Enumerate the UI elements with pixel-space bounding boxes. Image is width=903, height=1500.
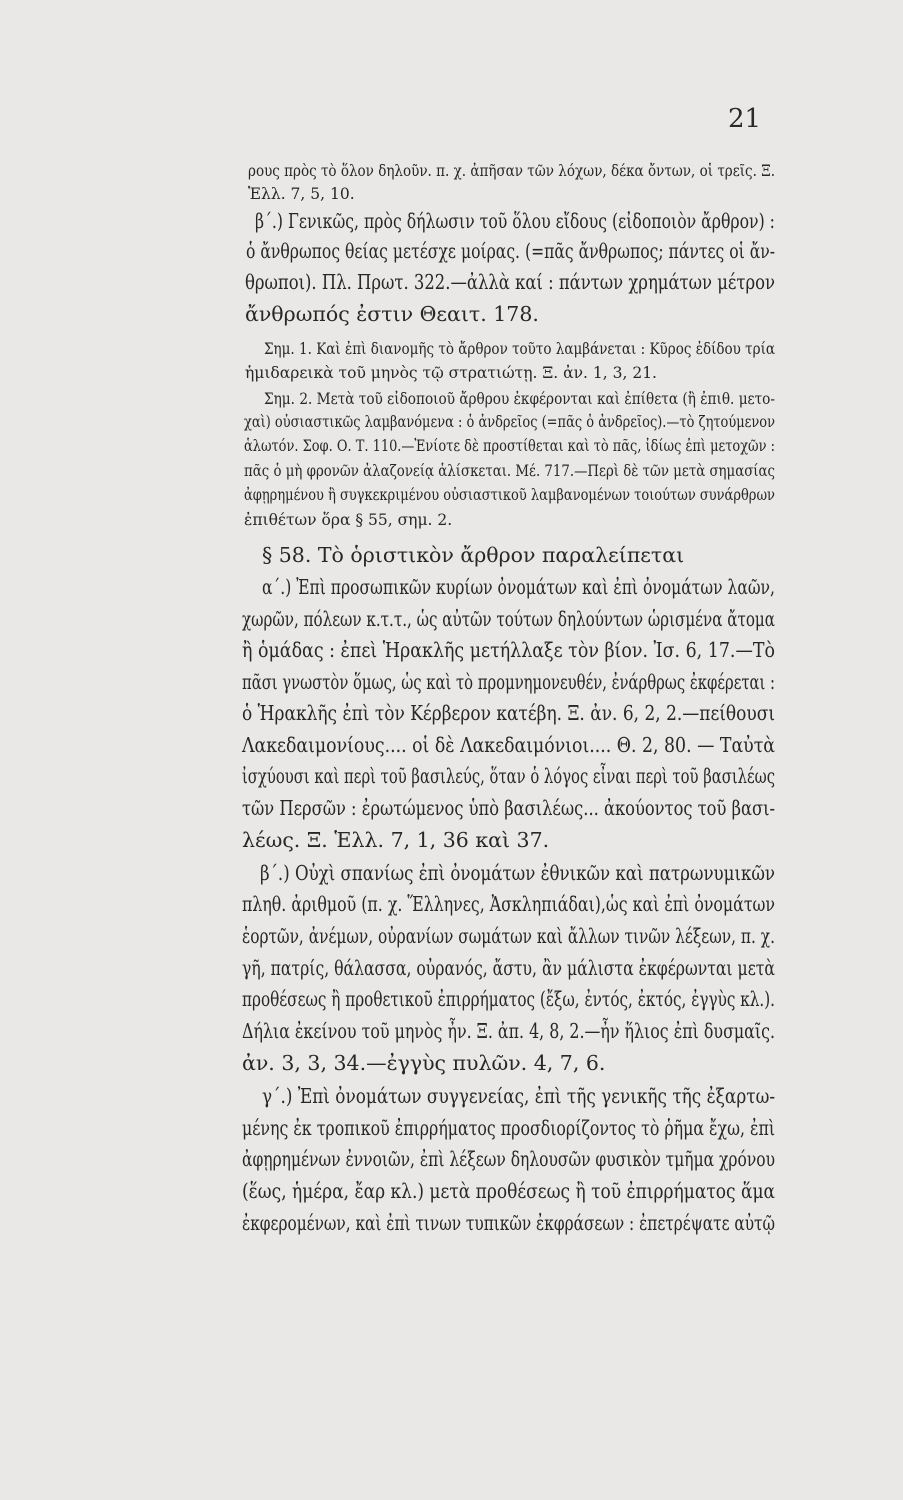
text-line: ἀφῃρημένων ἐννοιῶν, ἐπὶ λέξεων δηλουσῶν φυσικὸν τμῆμα χρόνου xyxy=(242,1147,775,1171)
text-line: πληθ. ἀριθμοῦ (π. χ. Ἕλληνες, Ἀσκληπιάδαι),ὡς καὶ ἐπὶ ὀνομάτων xyxy=(242,892,776,916)
text-line: θρωποι). Πλ. Πρωτ. 322.—ἀλλὰ καί : πάντων χρημάτων μέτρον xyxy=(245,270,775,294)
text-line: β΄.) Γενικῶς, πρὸς δήλωσιν τοῦ ὅλου εἴδους (εἰδοποιὸν ἄρθρον) : xyxy=(255,209,775,233)
text-line: γῆ, πατρίς, θάλασσα, οὐρανός, ἄστυ, ἂν μάλιστα ἐκφέρωνται μετὰ xyxy=(242,956,775,980)
text-line: ἐκφερομένων, καὶ ἐπὶ τινων τυπικῶν ἐκφράσεων : ἐπετρέψατε αὐτῷ xyxy=(242,1211,776,1235)
text-line: β΄.) Οὐχὶ σπανίως ἐπὶ ὀνομάτων ἐθνικῶν καὶ πατρωνυμικῶν xyxy=(260,861,775,885)
text-line: ἡμιδαρεικὰ τοῦ μηνὸς τῷ στρατιώτῃ. Ξ. ἀν. 1, 3, 21. xyxy=(245,364,657,382)
text-line: χαὶ) οὐσιαστικῶς λαμβανόμενα : ὁ ἀνδρεῖος (=πᾶς ὁ ἀνδρεῖος).—τὸ ζητούμενον xyxy=(244,413,776,431)
section-heading: § 58. Τὸ ὁριστικὸν ἄρθρον παραλείπεται xyxy=(262,543,685,567)
text-line: Λακεδαιμονίους.... οἱ δὲ Λακεδαιμόνιοι.... Θ. 2, 80. — Ταὐτὰ xyxy=(242,733,775,757)
text-line: (ἕως, ἡμέρα, ἔαρ κλ.) μετὰ προθέσεως ἢ τοῦ ἐπιρρήματος ἅμα xyxy=(242,1179,776,1203)
text-line: τῶν Περσῶν : ἐρωτώμενος ὑπὸ βασιλέως... ἀκούοντος τοῦ βασι- xyxy=(242,796,775,820)
text-line: λέως. Ξ. Ἑλλ. 7, 1, 36 καὶ 37. xyxy=(242,828,550,852)
text-line: πᾶς ὁ μὴ φρονῶν ἀλαζονείᾳ ἁλίσκεται. Μέ. 717.—Περὶ δὲ τῶν μετὰ σημασίας xyxy=(244,462,775,480)
text-line: α΄.) Ἐπὶ προσωπικῶν κυρίων ὀνομάτων καὶ ἐπὶ ὀνομάτων λαῶν, xyxy=(262,575,775,599)
text-line: ρους πρὸς τὸ ὅλον δηλοῦν. π. χ. ἀπῆσαν τῶν λόχων, δέκα ὄντων, οἱ τρεῖς. Ξ. xyxy=(248,162,775,180)
page-number: 21 xyxy=(728,104,762,134)
text-line: μένης ἐκ τροπικοῦ ἐπιρρήματος προσδιορίζοντος τὸ ῥῆμα ἔχω, ἐπὶ xyxy=(242,1116,776,1140)
text-line: πᾶσι γνωστὸν ὅμως, ὡς καὶ τὸ προμνημονευθέν, ἐνάρθρως ἐκφέρεται : xyxy=(242,670,776,694)
text-line: ἰσχύουσι καὶ περὶ τοῦ βασιλεύς, ὅταν ὁ λόγος εἶναι περὶ τοῦ βασιλέως xyxy=(242,764,776,788)
text-line: Σημ. 2. Μετὰ τοῦ εἰδοποιοῦ ἄρθρου ἐκφέρονται καὶ ἐπίθετα (ἢ ἐπιθ. μετο- xyxy=(264,390,775,408)
text-line: Δήλια ἐκείνου τοῦ μηνὸς ἦν. Ξ. ἀπ. 4, 8, 2.—ἦν ἥλιος ἐπὶ δυσμαῖς. xyxy=(242,1019,776,1043)
text-line: ἑορτῶν, ἀνέμων, οὐρανίων σωμάτων καὶ ἄλλων τινῶν λέξεων, π. χ. xyxy=(242,924,776,948)
text-line: ἀν. 3, 3, 34.—ἐγγὺς πυλῶν. 4, 7, 6. xyxy=(242,1051,606,1075)
text-line: γ΄.) Ἐπὶ ὀνομάτων συγγενείας, ἐπὶ τῆς γενικῆς τῆς ἐξαρτω- xyxy=(262,1084,776,1108)
text-line: ἐπιθέτων ὅρα § 55, σημ. 2. xyxy=(244,511,453,529)
text-line: ἁλωτόν. Σοφ. Ο. Τ. 110.—Ἐνίοτε δὲ προστίθεται καὶ τὸ πᾶς, ἰδίως ἐπὶ μετοχῶν : xyxy=(244,437,775,455)
text-line: Ἑλλ. 7, 5, 10. xyxy=(248,185,355,203)
text-line: ὁ Ἡρακλῆς ἐπὶ τὸν Κέρβερον κατέβη. Ξ. ἀν. 6, 2, 2.—πείθουσι xyxy=(242,701,776,725)
text-line: ὁ ἄνθρωπος θείας μετέσχε μοίρας. (=πᾶς ἄνθρωπος; πάντες οἱ ἄν- xyxy=(246,239,776,263)
text-line: ἄνθρωπός ἐστιν Θεαιτ. 178. xyxy=(245,302,539,326)
text-line: Σημ. 1. Καὶ ἐπὶ διανομῆς τὸ ἄρθρον τοῦτο λαμβάνεται : Κῦρος ἐδίδου τρία xyxy=(264,340,776,358)
text-line: ἀφῃρημένου ἢ συγκεκριμένου οὐσιαστικοῦ λαμβανομένων τοιούτων συνάρθρων xyxy=(244,486,775,504)
text-line: ἢ ὁμάδας : ἐπεὶ Ἡρακλῆς μετήλλαξε τὸν βίον. Ἰσ. 6, 17.—Τὸ xyxy=(242,638,776,662)
text-line: προθέσεως ἢ προθετικοῦ ἐπιρρήματος (ἔξω, ἐντός, ἐκτός, ἐγγὺς κλ.). xyxy=(242,987,776,1011)
text-line: χωρῶν, πόλεων κ.τ.τ., ὡς αὐτῶν τούτων δηλούντων ὡρισμένα ἄτομα xyxy=(242,607,775,631)
